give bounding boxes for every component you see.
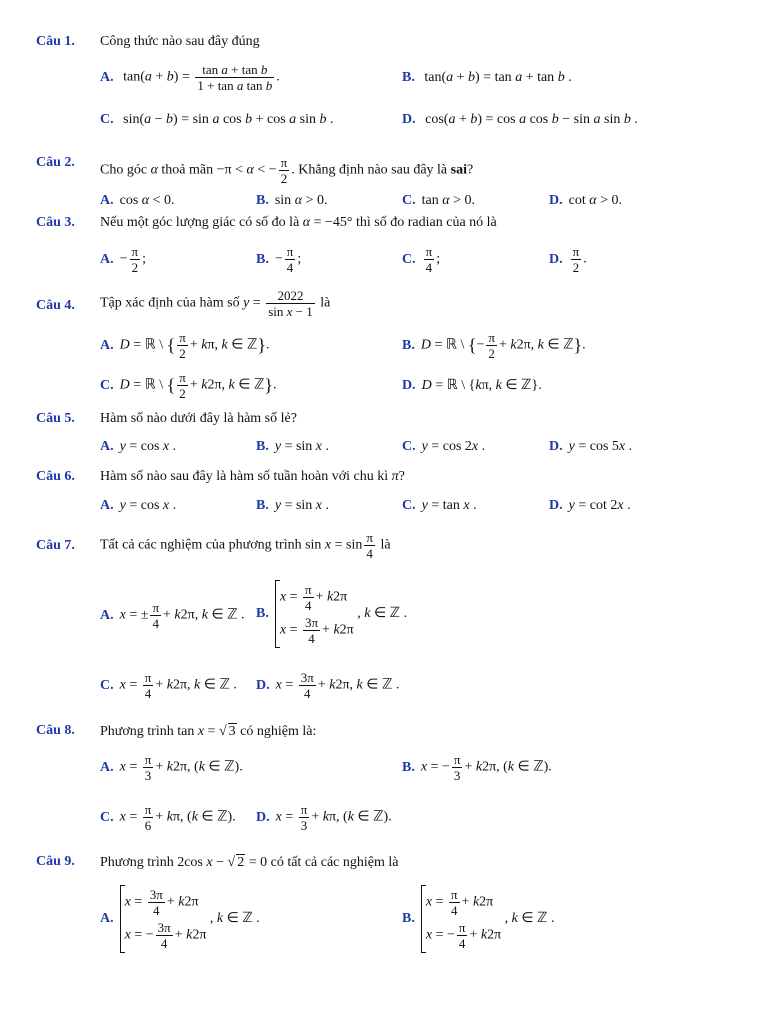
- worksheet-page: Câu 1. Công thức nào sau đây đúng A. tan(a + b) = $\frac{\text{tan a + tan b}}{\text{1 + tan a tan b}}$ . B. tan(a + b) = tan a + tan b . C. sin(a − b) = sin a cos b + cos a sin b . D. cos(a + b) = cos a cos b − sin a sin b . Câu 2. Cho góc α thoả mãn −π < α < − $\frac{\pi}{2}$ . Khẳng định nào sau đây là sai? A. cos α < 0. B. sin α > 0. C. tan α > 0. D. cot α > 0. Câu 3. Nếu một góc lượng giác có số đo là α = −45° thì số đo radian của nó là A. − $\frac{\pi}{2}$ ; B. − $\frac{\pi}{4}$ ; C. $\frac{\pi}{4}$ ; D. $\frac{\pi}{2}$ . Câu 4. Tập xác định của hàm số y = $\frac{2022}{\text{sin x − 1}}$ là A. D = ℝ \ { $\frac{\pi}{2}$ + kπ, k ∈ ℤ}. B. D = ℝ \ {− $\frac{\pi}{2}$ + k2π, k ∈ ℤ}. C. D = ℝ \ { $\frac{\pi}{2}$ + k2π, k ∈ ℤ}. D. D = ℝ \ {kπ, k ∈ ℤ}. Câu 5. Hàm số nào dưới đây là hàm số lẻ? A. y = cos x . B. y = sin x . C. y = cos 2x . D. y = cos 5x . Câu 6. Hàm số nào sau đây là hàm số tuần hoàn với chu kì π? A. y = cos x . B. y = sin x . C. y = tan x . D. y = cot 2x . Câu 7. Tất cả các nghiệm của phương trình sin x = sin $\frac{\pi}{4}$ là A. x = ± $\frac{\pi}{4}$ + k2π, k ∈ ℤ . B. x = $\frac{\pi}{4}$ + k2π x = $\frac{3\pi}{4}$ + k2π , k ∈ ℤ . C. x = $\frac{\pi}{4}$ + k2π, k ∈ ℤ . D. x = $\frac{3\pi}{4}$ + k2π, k ∈ ℤ . Câu 8. Phương trình tan x = √ 3 có nghiệm là: A. x = $\frac{\pi}{3}$ + k2π, (k ∈ ℤ). B. x = − $\frac{\pi}{3}$ + k2π, (k ∈ ℤ). C. x = $\frac{\pi}{6}$ + kπ, (k ∈ ℤ). D. x = $\frac{\pi}{3}$ + kπ, (k ∈ ℤ). Câu 9. Phương trình 2cos x − √ 2 = 0 có tất cả các nghiệm là A. x = $\frac{3\pi}{4}$ + k2π x = − $\frac{3\pi}{4}$ + k2π , k ∈ ℤ . B. x = $\frac{\pi}{4}$ + k2π x = − $\frac{\pi}{4}$ + k2π , k ∈ ℤ .: [36, 34, 638, 951]
- option-c[interactable]: C. D = ℝ \ { $\frac{\pi}{2}$ + k2π, k ∈ ℤ}.: [100, 370, 277, 401]
- option-b[interactable]: B. x = − $\frac{\pi}{3}$ + k2π, (k ∈ ℤ).: [402, 752, 552, 783]
- option-c[interactable]: C. x = $\frac{\pi}{4}$ + k2π, k ∈ ℤ .: [100, 670, 237, 701]
- option-d[interactable]: D. y = cos 5x .: [549, 439, 633, 454]
- option-d[interactable]: D. cos(a + b) = cos a cos b − sin a sin b .: [402, 112, 638, 127]
- option-d[interactable]: D. x = $\frac{3\pi}{4}$ + k2π, k ∈ ℤ .: [256, 670, 400, 701]
- option-a[interactable]: A. cos α < 0.: [100, 193, 175, 208]
- option-a[interactable]: A. D = ℝ \ { $\frac{\pi}{2}$ + kπ, k ∈ ℤ}.: [100, 330, 270, 361]
- option-b[interactable]: B. x = $\frac{\pi}{4}$ + k2π x = − $\frac{\pi}{4}$ + k2π , k ∈ ℤ .: [402, 887, 555, 951]
- option-b[interactable]: B. y = sin x .: [256, 498, 330, 513]
- option-d[interactable]: D. x = $\frac{\pi}{3}$ + kπ, (k ∈ ℤ).: [256, 802, 392, 833]
- question-number: Câu 1.: [36, 34, 75, 49]
- option-a[interactable]: A. tan(a + b) = $\frac{\text{tan a + tan b}}{\text{1 + tan a tan b}}$ .: [100, 62, 280, 93]
- option-d[interactable]: D. $\frac{\pi}{2}$ .: [549, 244, 587, 275]
- option-b[interactable]: B. x = $\frac{\pi}{4}$ + k2π x = $\frac{3\pi}{4}$ + k2π , k ∈ ℤ .: [256, 582, 408, 646]
- option-c[interactable]: C. y = tan x .: [402, 498, 477, 513]
- option-a[interactable]: A. x = ± $\frac{\pi}{4}$ + k2π, k ∈ ℤ .: [100, 600, 245, 631]
- option-b[interactable]: B. sin α > 0.: [256, 193, 328, 208]
- option-d[interactable]: D. D = ℝ \ {kπ, k ∈ ℤ}.: [402, 378, 542, 393]
- option-a[interactable]: A. x = $\frac{\pi}{3}$ + k2π, (k ∈ ℤ).: [100, 752, 243, 783]
- option-a[interactable]: A. x = $\frac{3\pi}{4}$ + k2π x = − $\frac{3\pi}{4}$ + k2π , k ∈ ℤ .: [100, 887, 260, 951]
- option-a[interactable]: A. y = cos x .: [100, 439, 177, 454]
- option-a[interactable]: A. y = cos x .: [100, 498, 177, 513]
- option-a[interactable]: A. − $\frac{\pi}{2}$ ;: [100, 244, 146, 275]
- option-c[interactable]: C. sin(a − b) = sin a cos b + cos a sin b .: [100, 112, 334, 127]
- option-d[interactable]: D. y = cot 2x .: [549, 498, 631, 513]
- option-c[interactable]: C. x = $\frac{\pi}{6}$ + kπ, (k ∈ ℤ).: [100, 802, 236, 833]
- option-b[interactable]: B. tan(a + b) = tan a + tan b .: [402, 70, 572, 85]
- option-c[interactable]: C. $\frac{\pi}{4}$ ;: [402, 244, 441, 275]
- option-c[interactable]: C. y = cos 2x .: [402, 439, 486, 454]
- question-text: Công thức nào sau đây đúng: [100, 34, 260, 49]
- option-c[interactable]: C. tan α > 0.: [402, 193, 475, 208]
- option-b[interactable]: B. y = sin x .: [256, 439, 330, 454]
- option-b[interactable]: B. − $\frac{\pi}{4}$ ;: [256, 244, 302, 275]
- option-b[interactable]: B. D = ℝ \ {− $\frac{\pi}{2}$ + k2π, k ∈ ℤ}.: [402, 330, 586, 361]
- option-d[interactable]: D. cot α > 0.: [549, 193, 622, 208]
